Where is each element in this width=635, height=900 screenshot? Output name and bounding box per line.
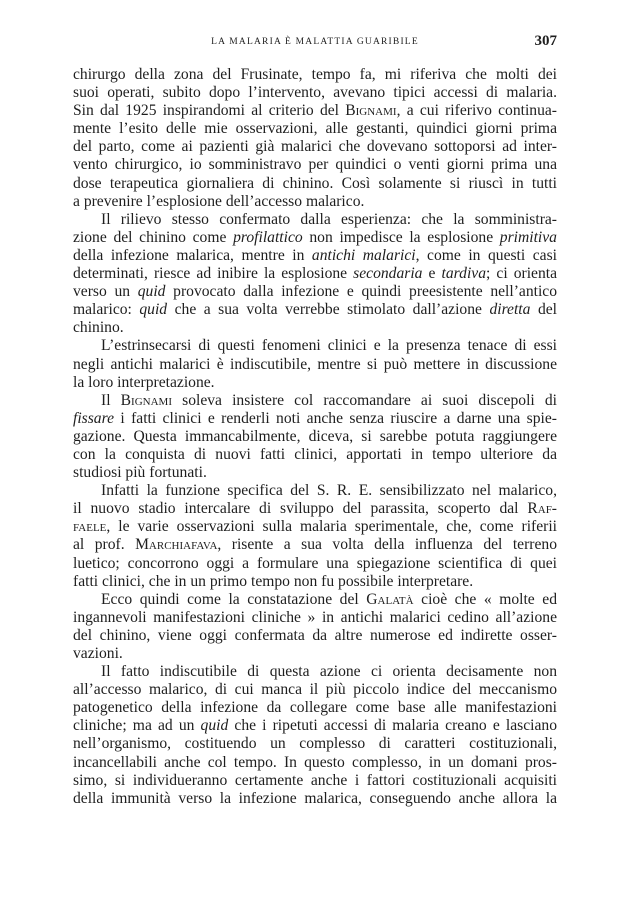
text-line (73, 138, 557, 156)
text-line (73, 175, 557, 193)
text-run: con la conquista di nuovi fatti clinici, apportati in tempo ulteriore da (73, 445, 557, 463)
text-run: a prevenire l’esplosione dell’accesso malarico. (73, 192, 365, 210)
text-line (73, 591, 557, 609)
text-line (73, 464, 557, 482)
text-line (73, 337, 557, 355)
text-line (73, 573, 557, 591)
text-run: cliniche; ma ad un (73, 717, 201, 735)
italic-text: primitiva (499, 228, 557, 246)
text-line (73, 265, 557, 283)
text-run: L’estrinsecarsi di questi fenomeni clinici e la presenza tenace di essi (101, 337, 557, 355)
text-run: chirurgo della zona del Frusinate, tempo fa, mi riferiva che molti dei (73, 66, 557, 83)
text-run: suoi operati, subito dopo l’intervento, avevano tipici accessi di malaria. (73, 84, 557, 102)
text-run: Il fatto indiscutibile di questa azione ci orienta decisamente non (101, 663, 557, 681)
small-caps-name: faele (73, 518, 107, 536)
text-line (73, 754, 557, 772)
text-run: luetico; concorrono oggi a formulare una spiegazione scientifica di quei (73, 554, 557, 572)
text-run: e (422, 265, 442, 283)
italic-text: quid (139, 301, 168, 319)
text-run: zione del chinino come (73, 228, 234, 246)
italic-text: diretta (489, 301, 531, 319)
text-run: studiosi più fortunati. (73, 464, 207, 482)
text-run: Il (101, 391, 121, 409)
text-line (73, 772, 557, 790)
text-run: chinino. (73, 319, 124, 337)
text-run: Il rilievo stesso confermato dalla esperienza: che la somministra- (101, 210, 557, 228)
small-caps-name: Marchiafava (135, 536, 218, 554)
text-line (73, 283, 557, 301)
running-head (73, 34, 557, 52)
text-run: malarico: (73, 301, 140, 319)
text-line (73, 156, 557, 174)
page-number: 307 (534, 33, 557, 49)
text-run: Sin dal 1925 inspirandomi al criterio del (73, 102, 346, 120)
text-run: provocato dalla infezione e quindi preesistente nell’antico (165, 283, 558, 301)
running-head-title: LA MALARIA È MALATTIA GUARIBILE (211, 37, 419, 47)
text-run: dose terapeutica giornaliera di chinino. Così solamente si riuscì in tutti (73, 174, 557, 192)
text-run: , come in questi casi (415, 246, 557, 264)
text-run: del chinino, viene oggi confermata da altre numerose ed indirette osser- (73, 626, 557, 644)
italic-text: quid (200, 717, 229, 735)
text-line (73, 555, 557, 573)
small-caps-name: Bignami (120, 391, 172, 409)
text-line (73, 247, 557, 265)
text-line (73, 500, 557, 518)
text-line (73, 66, 557, 84)
small-caps-name: Raf- (527, 500, 557, 518)
text-line (73, 609, 557, 627)
text-run: nell’organismo, costituendo un complesso di caratteri costituzionali, (73, 735, 557, 753)
text-run: mente l’esito delle mie osservazioni, alle gestanti, quindici giorni prima (73, 120, 557, 138)
italic-text: antichi malarici (311, 246, 416, 264)
text-run: incancellabili anche col tempo. In questo complesso, in un domani pros- (73, 753, 557, 771)
text-line (73, 356, 557, 374)
text-run: il nuovo stadio intercalare di sviluppo del parassita, scoperto dal (73, 500, 528, 518)
text-run: i fatti clinici e renderli noti anche senza riuscire a darne una spie- (114, 409, 557, 427)
text-line (73, 536, 557, 554)
text-line (73, 229, 557, 247)
text-line (73, 699, 557, 717)
text-run: , le varie osservazioni sulla malaria sperimentale, che, come riferii (106, 518, 557, 536)
small-caps-name: Bignami (345, 102, 397, 120)
text-run: della infezione malarica, mentre in (73, 246, 312, 264)
text-run: del (530, 301, 557, 319)
text-run: della immunità verso la infezione malarica, conseguendo anche allora la (73, 789, 557, 807)
text-line (73, 193, 557, 211)
text-run: ; ci orienta (486, 265, 558, 283)
text-line (73, 301, 557, 319)
text-run: fatti clinici, che in un primo tempo non fu possibile interpretare. (73, 572, 474, 590)
text-line (73, 120, 557, 138)
text-line (73, 102, 557, 120)
text-line (73, 681, 557, 699)
text-run: soleva insistere col raccomandare ai suoi discepoli di (172, 391, 557, 409)
text-run: determinati, riesce ad inibire la esplosione (73, 265, 354, 283)
italic-text: fissare (73, 409, 115, 427)
text-line (73, 84, 557, 102)
text-run: cioè che « molte ed (413, 590, 557, 608)
text-run: al prof. (73, 536, 136, 554)
text-run: Infatti la funzione specifica del S. R. E. sensibilizzato nel malarico, (101, 482, 557, 500)
text-run: simo, si individueranno certamente anche i fattori costituzionali acquisiti (73, 771, 557, 789)
text-line (73, 319, 557, 337)
text-line (73, 446, 557, 464)
text-run: vento chirurgico, io somministravo per quindici o venti giorni prima una (73, 156, 557, 174)
text-line (73, 627, 557, 645)
small-caps-name: Galatà (366, 590, 414, 608)
text-line (73, 428, 557, 446)
text-run: che i ripetuti accessi di malaria creano e lasciano (228, 717, 557, 735)
text-run: che a sua volta verrebbe stimolato dall’azione (167, 301, 490, 319)
text-line (73, 482, 557, 500)
text-run: ingannevoli manifestazioni cliniche » in antichi malarici cedino all’azione (73, 608, 557, 626)
text-line (73, 645, 557, 663)
italic-text: quid (137, 283, 166, 301)
italic-text: tardiva (441, 265, 486, 283)
text-line (73, 790, 557, 808)
italic-text: secondaria (353, 265, 423, 283)
text-line (73, 392, 557, 410)
text-run: all’accesso malarico, di cui manca il più piccolo indice del meccanismo (73, 681, 557, 699)
text-line (73, 663, 557, 681)
text-line (73, 211, 557, 229)
text-line (73, 518, 557, 536)
text-line (73, 374, 557, 392)
italic-text: profilattico (233, 228, 303, 246)
text-run: non impedisce la esplosione (302, 228, 500, 246)
text-run: la loro interpretazione. (73, 373, 215, 391)
text-run: gazione. Questa immancabilmente, diceva, si sarebbe potuta raggiungere (73, 427, 557, 445)
text-run: patogenetico della infezione da collegare come base alle manifestazioni (73, 699, 557, 717)
text-run: Ecco quindi come la constatazione del (101, 590, 367, 608)
text-run: , a cui riferivo continua- (396, 102, 557, 120)
text-run: del parto, come ai pazienti già malarici che dovevano sottoporsi ad inter- (73, 138, 557, 156)
text-line (73, 735, 557, 753)
text-line (73, 717, 557, 735)
text-run: negli antichi malarici è indiscutibile, mentre si può mettere in discussione (73, 355, 557, 373)
text-run: vazioni. (73, 645, 123, 662)
body-text (73, 66, 557, 808)
text-run: , risente a sua volta della influenza del terreno (217, 536, 557, 554)
text-line (73, 410, 557, 428)
text-run: verso un (73, 283, 138, 301)
